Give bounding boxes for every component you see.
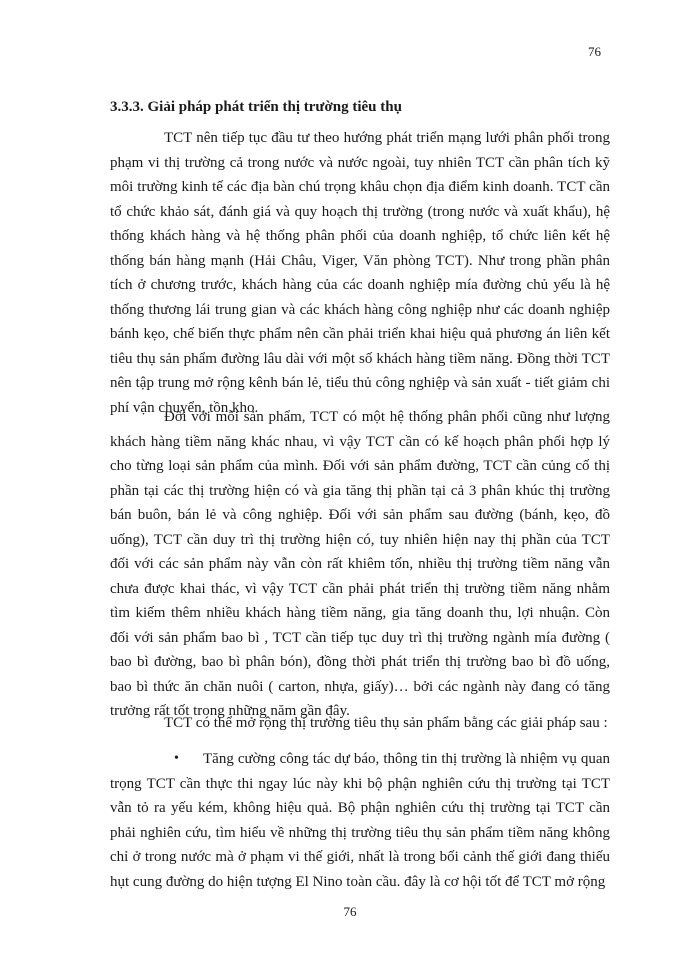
paragraph-3 <box>110 711 610 736</box>
text-line: thống khách hàng và hệ thống phân phối của doanh nghiệp, tổ chức liên kết hệ <box>110 228 610 244</box>
text-line: chỉ ở trong nước mà ở phạm vi thế giới, nhất là trong bối cảnh thế giới đang thiếu <box>110 849 610 865</box>
text-line: vẫn tỏ ra yếu kém, không hiệu quả. Bộ phận nghiên cứu thị trường tại TCT cần <box>110 800 610 816</box>
text-line: tiêu thụ sản phẩm đường lâu dài với một số khách hàng tiềm năng. Đồng thời TCT <box>110 350 610 367</box>
page-number-bottom: 76 <box>343 904 357 919</box>
text-line: thống thương lái trung gian và các khách hàng công nghiệp như các doanh nghiệp <box>110 301 610 318</box>
text-line: trưởng rất tốt trong những năm gần đây. <box>110 703 350 719</box>
bullet-item-1 <box>110 747 610 894</box>
text-line: bao bì đường, bao bì phân bón), đồng thời phát triển thị trường bao bì đồ uống, <box>110 654 610 670</box>
paragraph-1 <box>110 126 610 420</box>
text-line: phải nghiên cứu, tìm hiểu về những thị trường tiêu thụ sản phẩm tiềm năng không <box>110 824 610 841</box>
text-line: tích ở chương trước, khách hàng của các doanh nghiệp mía đường chủ yếu là hệ <box>110 277 610 293</box>
text-line: khách hàng tiềm năng khác nhau, vì vậy TCT cần có kế hoạch phân phối hợp lý <box>110 433 610 450</box>
text-line: môi trường kinh tế các địa bàn chú trọng khâu chọn địa điểm kinh doanh. TCT cần <box>110 179 610 195</box>
text-line: TCT có thể mở rộng thị trường tiêu thụ sản phẩm bằng các giải pháp sau : <box>164 715 608 731</box>
text-line: TCT nên tiếp tục đầu tư theo hướng phát triển mạng lưới phân phối trong <box>164 130 610 146</box>
page-number-top: 76 <box>588 44 601 59</box>
text-line: trọng TCT cần thực thi ngay lúc này khi bộ phận nghiên cứu thị trường tại TCT <box>110 775 610 792</box>
text-line: phạm vi thị trường cả trong nước và nước ngoài, tuy nhiên TCT cần phân tích kỹ <box>110 154 610 171</box>
text-line: hụt cung đường do hiện tượng El Nino toàn cầu. đây là cơ hội tốt để TCT mở rộng <box>110 873 606 890</box>
text-line: Tăng cường công tác dự báo, thông tin thị trường là nhiệm vụ quan <box>203 751 610 767</box>
text-line: bánh kẹo, chế biến thực phẩm nên cần phải triển khai hiệu quả phương án liên kết <box>110 326 610 342</box>
text-line: Đối với mỗi sản phẩm, TCT có một hệ thống phân phối cũng như lượng <box>164 409 610 425</box>
text-line: phí vận chuyển, tồn kho. <box>110 399 259 416</box>
text-line: thống bán hàng mạnh (Hải Châu, Viger, Văn phòng TCT). Như trong phần phân <box>110 252 610 269</box>
paragraph-2 <box>110 405 610 724</box>
text-line: tổ chức khảo sát, đánh giá và quy hoạch thị trường (trong nước và xuất khẩu), hệ <box>110 203 610 220</box>
section-heading: 3.3.3. Giải pháp phát triển thị trường tiêu thụ <box>110 99 402 115</box>
text-line: chưa được khai thác, vì vậy TCT cần phải phát triển thị trường tiềm năng nhằm <box>110 580 610 597</box>
text-line: đối với các sản phẩm này vẫn còn rất khiêm tốn, nhiều thị trường tiềm năng vẫn <box>110 556 610 572</box>
text-line: đối với sản phẩm bao bì , TCT cần tiếp tục duy trì thị trường ngành mía đường ( <box>110 629 610 646</box>
text-line: phần tại các thị trường hiện có và gia tăng thị phần tại cả 3 phân khúc thị trường <box>110 482 610 499</box>
text-line: bán buôn, bán lẻ và công nghiệp. Đối với sản phẩm sau đường (bánh, kẹo, đồ <box>110 507 610 523</box>
text-line: cho từng loại sản phẩm của mình. Đối với sản phẩm đường, TCT cần củng cố thị <box>110 458 610 474</box>
text-line: tìm kiếm thêm nhiều khách hàng tiềm năng, gia tăng doanh thu, lợi nhuận. Còn <box>110 605 610 621</box>
text-line: uống), TCT cần duy trì thị trường hiện có, tuy nhiên hiện nay thị phần của TCT <box>110 531 610 548</box>
text-line: bao bì thức ăn chăn nuôi ( carton, nhựa, giấy)… bởi các ngành này đang có tăng <box>110 678 610 695</box>
bullet-dot-icon: • <box>174 751 179 766</box>
text-line: nên tập trung mở rộng kênh bán lẻ, tiểu thủ công nghiệp và sản xuất - tiết giảm chi <box>110 375 610 391</box>
